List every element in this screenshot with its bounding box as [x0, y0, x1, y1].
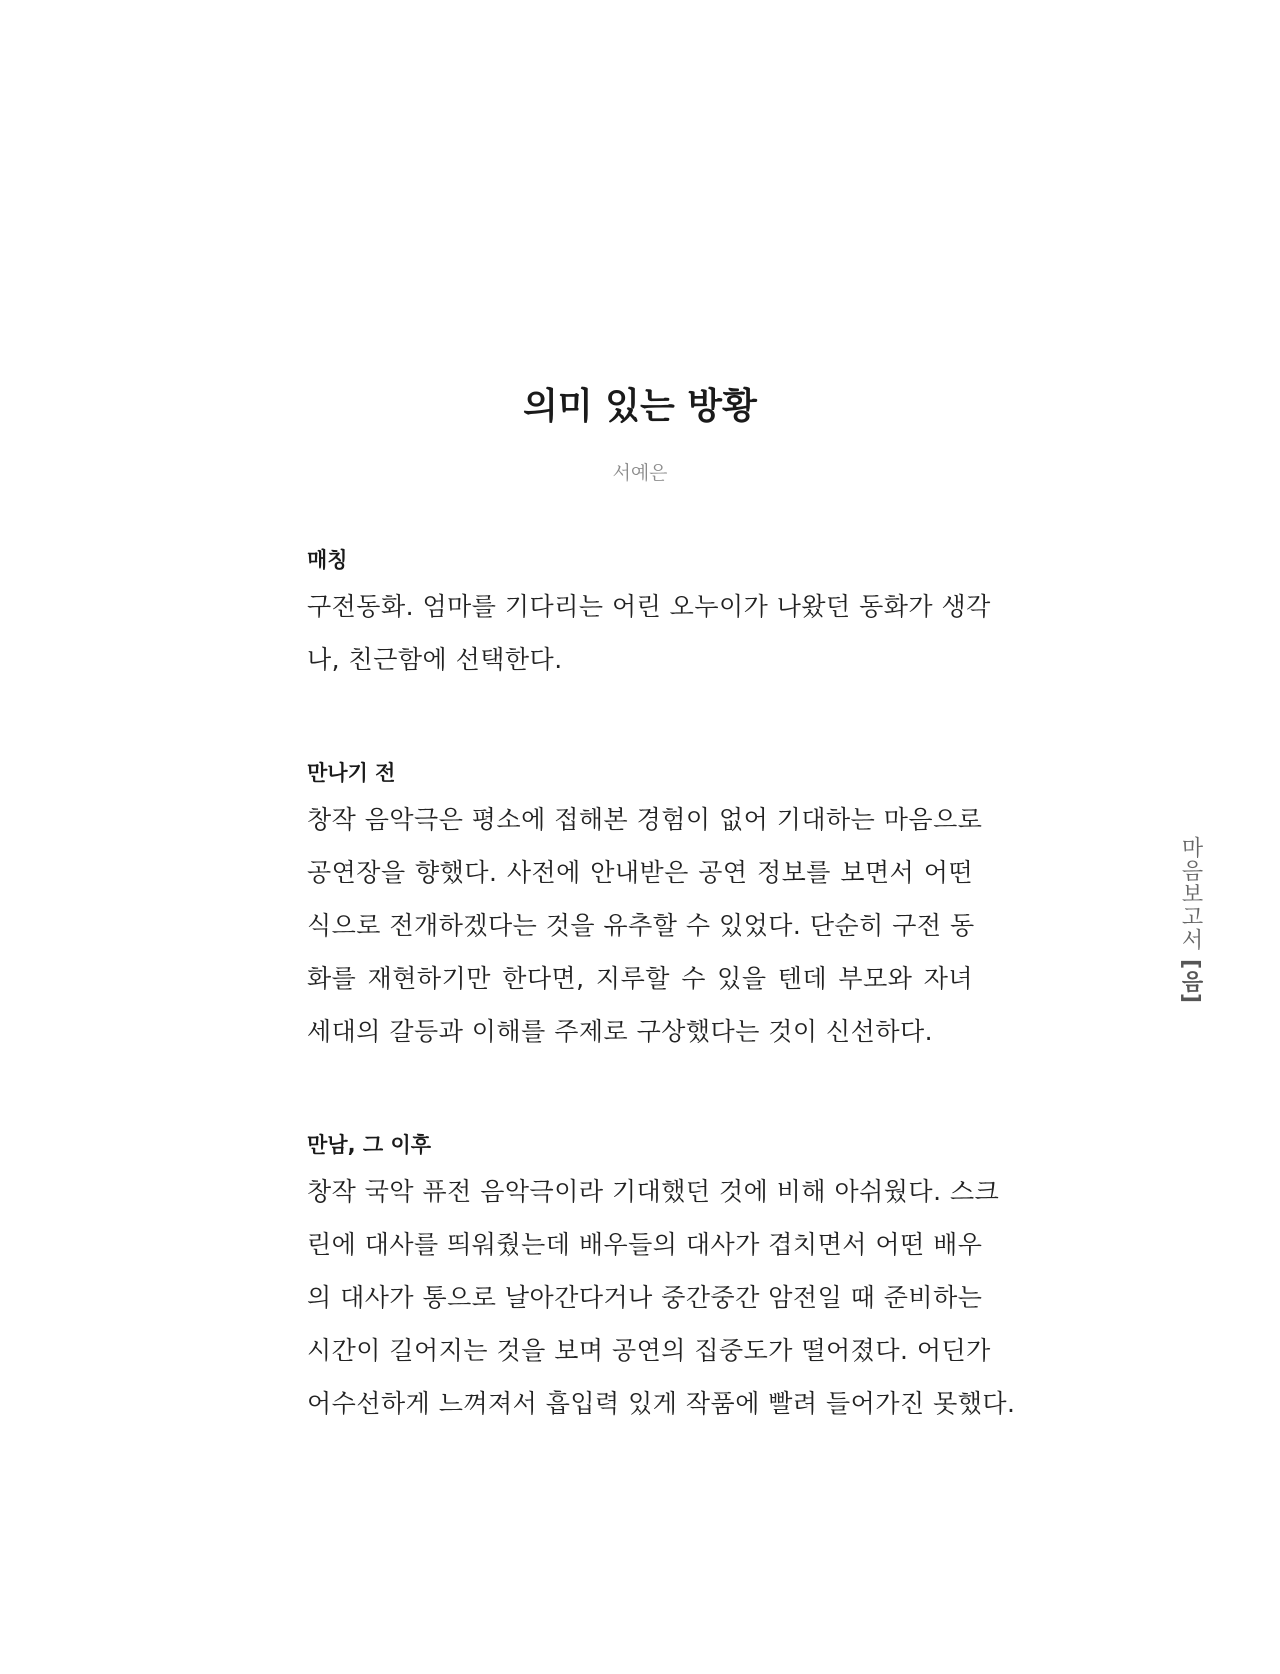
section-heading: 만나기 전: [307, 761, 396, 785]
section-heading: 매칭: [307, 548, 348, 572]
page-title: 의미 있는 방황: [523, 386, 757, 427]
body-line: 창작 음악극은 평소에 접해본 경험이 없어 기대하는 마음으로: [307, 805, 983, 834]
body-line: 식으로 전개하겠다는 것을 유추할 수 있었다. 단순히 구전 동: [307, 911, 975, 940]
body-line: 나, 친근함에 선택한다.: [307, 645, 563, 674]
body-line: 어수선하게 느껴져서 흡입력 있게 작품에 빨려 들어가진 못했다.: [307, 1389, 1016, 1418]
body-line: 의 대사가 통으로 날아간다거나 중간중간 암전일 때 준비하는: [307, 1283, 983, 1312]
body-line: 시간이 길어지는 것을 보며 공연의 집중도가 떨어졌다. 어딘가: [307, 1336, 991, 1365]
section-after-meeting: [307, 1125, 1016, 1430]
body-line: 화를 재현하기만 한다면, 지루할 수 있을 텐데 부모와 자녀: [307, 964, 973, 993]
section-heading: 만남, 그 이후: [307, 1133, 432, 1157]
body-line: 린에 대사를 띄워줬는데 배우들의 대사가 겹치면서 어떤 배우: [307, 1230, 983, 1259]
side-section-label: [1175, 836, 1206, 1004]
section-before-meeting: [307, 753, 983, 1058]
body-line: 공연장을 향했다. 사전에 안내받은 공연 정보를 보면서 어떤: [307, 858, 973, 887]
side-label-text: 마음보고서: [1178, 836, 1203, 951]
side-label-tag: [음]: [1178, 959, 1203, 1005]
section-matching: [307, 540, 991, 686]
body-line: 구전동화. 엄마를 기다리는 어린 오누이가 나왔던 동화가 생각: [307, 592, 991, 621]
body-line: 창작 국악 퓨전 음악극이라 기대했던 것에 비해 아쉬웠다. 스크: [307, 1177, 1000, 1206]
body-line: 세대의 갈등과 이해를 주제로 구상했다는 것이 신선하다.: [307, 1017, 934, 1046]
author-name: 서예은: [612, 462, 668, 484]
